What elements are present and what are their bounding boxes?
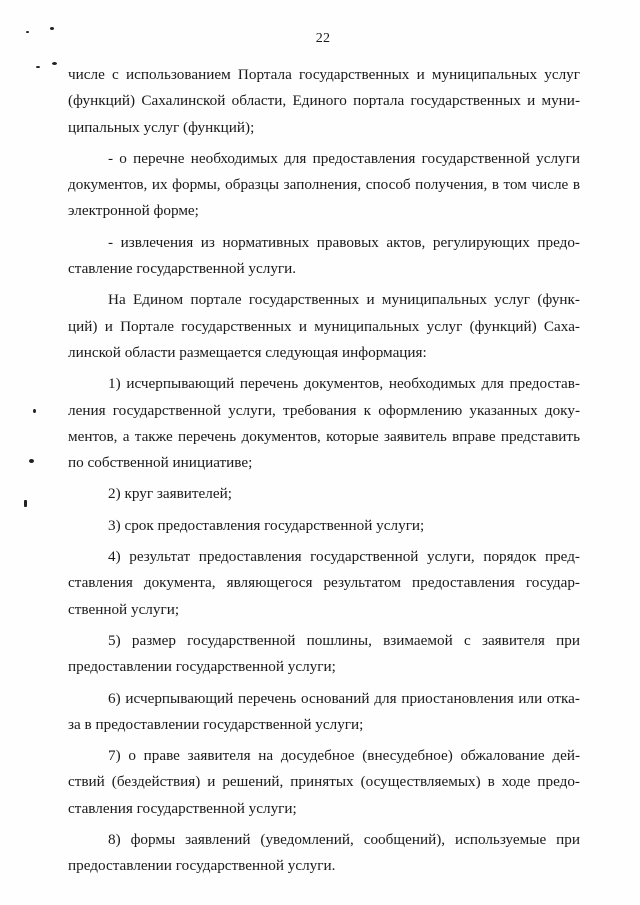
- text-line: за в предоставлении государственной услуги;: [68, 715, 364, 733]
- scan-artifact: [24, 500, 27, 507]
- paragraph: [68, 481, 580, 507]
- paragraph: [68, 743, 580, 822]
- text-line: предоставлении государственной услуги.: [68, 857, 336, 875]
- text-line: ственной услуги;: [68, 600, 180, 618]
- paragraph: [68, 686, 580, 739]
- paragraph: [68, 146, 580, 225]
- text-line: числе с использованием Портала государственных и муниципальных услуг: [68, 66, 580, 83]
- document-body: [68, 62, 580, 880]
- scan-artifact: [33, 409, 36, 413]
- text-line: 1) исчерпывающий перечень документов, необходимых для предостав-: [108, 375, 580, 393]
- text-line: 4) результат предоставления государственной услуги, порядок пред-: [108, 548, 580, 566]
- text-line: 3) срок предоставления государственной услуги;: [108, 516, 425, 534]
- text-line: 6) исчерпывающий перечень оснований для приостановления или отка-: [108, 689, 580, 707]
- text-line: - извлечения из нормативных правовых актов, регулирующих предо-: [108, 233, 580, 251]
- text-line: ставления документа, являющегося результатом предоставления государ-: [68, 574, 580, 592]
- text-line: 2) круг заявителей;: [108, 485, 232, 503]
- text-line: ствий (бездействия) и решений, принятых (осуществляемых) в ходе предо-: [68, 773, 580, 791]
- text-line: 7) о праве заявителя на досудебное (внесудебное) обжалование дей-: [108, 747, 580, 765]
- paragraph: [68, 62, 580, 141]
- text-line: (функций) Сахалинской области, Единого портала государственных и муни-: [68, 92, 580, 110]
- scan-artifact: [36, 66, 40, 68]
- text-line: ления государственной услуги, требования к оформлению указанных доку-: [68, 401, 580, 419]
- text-line: электронной форме;: [68, 202, 199, 220]
- text-line: линской области размещается следующая информация:: [68, 343, 427, 361]
- scan-artifact: [52, 62, 57, 65]
- text-line: - о перечне необходимых для предоставления государственной услуги: [108, 149, 580, 167]
- text-line: ций) и Портале государственных и муниципальных услуг (функций) Саха-: [68, 317, 580, 335]
- text-line: ставления государственной услуги;: [68, 799, 297, 817]
- scan-artifact: [29, 459, 34, 463]
- paragraph: [68, 513, 580, 539]
- page-number: 22: [315, 31, 331, 46]
- text-line: 5) размер государственной пошлины, взимаемой с заявителя при: [108, 631, 580, 649]
- paragraph: [68, 827, 580, 880]
- text-line: ципальных услуг (функций);: [68, 118, 255, 136]
- paragraph: [68, 371, 580, 476]
- text-line: ментов, а также перечень документов, которые заявитель вправе представить: [68, 427, 580, 445]
- paragraph: [68, 628, 580, 681]
- text-line: предоставлении государственной услуги;: [68, 658, 336, 676]
- text-line: документов, их формы, образцы заполнения, способ получения, в том числе в: [68, 176, 580, 194]
- paragraph: [68, 230, 580, 283]
- text-line: ставление государственной услуги.: [68, 260, 297, 278]
- text-line: 8) формы заявлений (уведомлений, сообщений), используемые при: [108, 831, 580, 849]
- scan-artifact: [50, 27, 54, 30]
- scan-artifact: [26, 31, 29, 33]
- paragraph: [68, 287, 580, 366]
- text-line: На Едином портале государственных и муниципальных услуг (функ-: [108, 291, 580, 309]
- paragraph: [68, 544, 580, 623]
- text-line: по собственной инициативе;: [68, 454, 253, 472]
